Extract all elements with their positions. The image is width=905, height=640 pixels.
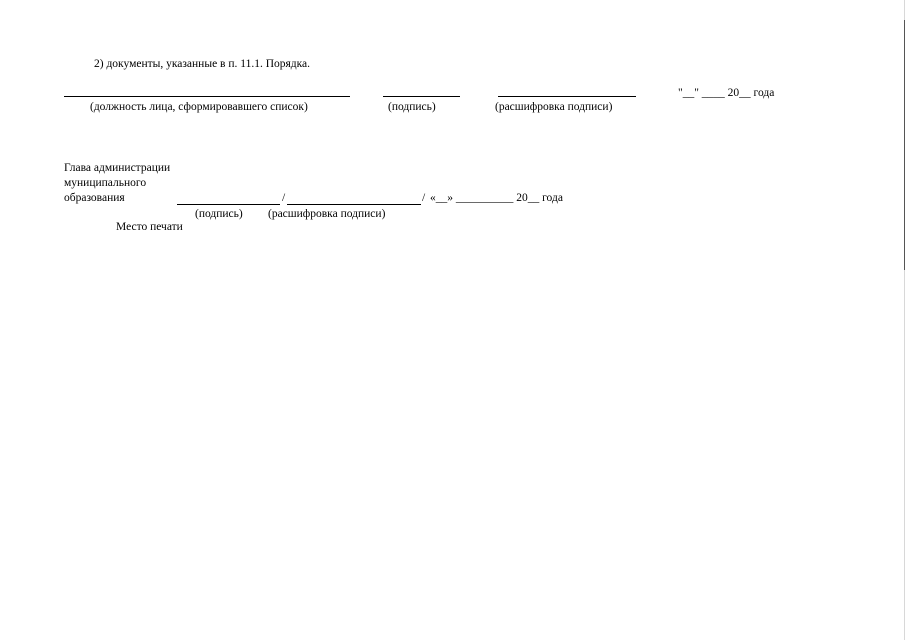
head-slash-close: /	[422, 192, 426, 204]
head-decoding-line	[287, 204, 421, 205]
head-decoding-caption: (расшифровка подписи)	[268, 208, 386, 220]
decoding-line	[498, 96, 636, 97]
head-title-line2: муниципального	[64, 177, 147, 189]
head-date-field: «__» __________ 20__ года	[430, 192, 563, 204]
signature-line	[383, 96, 460, 97]
signature-caption: (подпись)	[388, 101, 436, 113]
head-title-line3: образования	[64, 192, 125, 204]
position-line	[64, 96, 350, 97]
stamp-label: Место печати	[116, 221, 183, 233]
head-signature-caption: (подпись)	[195, 208, 243, 220]
date-field: "__" ____ 20__ года	[678, 87, 775, 99]
documents-item: 2) документы, указанные в п. 11.1. Порядка.	[94, 58, 311, 70]
position-caption: (должность лица, сформировавшего список)	[90, 101, 308, 113]
decoding-caption: (расшифровка подписи)	[495, 101, 613, 113]
head-slash-open: /	[282, 192, 286, 204]
head-signature-line	[177, 204, 280, 205]
head-title-line1: Глава администрации	[64, 162, 171, 174]
